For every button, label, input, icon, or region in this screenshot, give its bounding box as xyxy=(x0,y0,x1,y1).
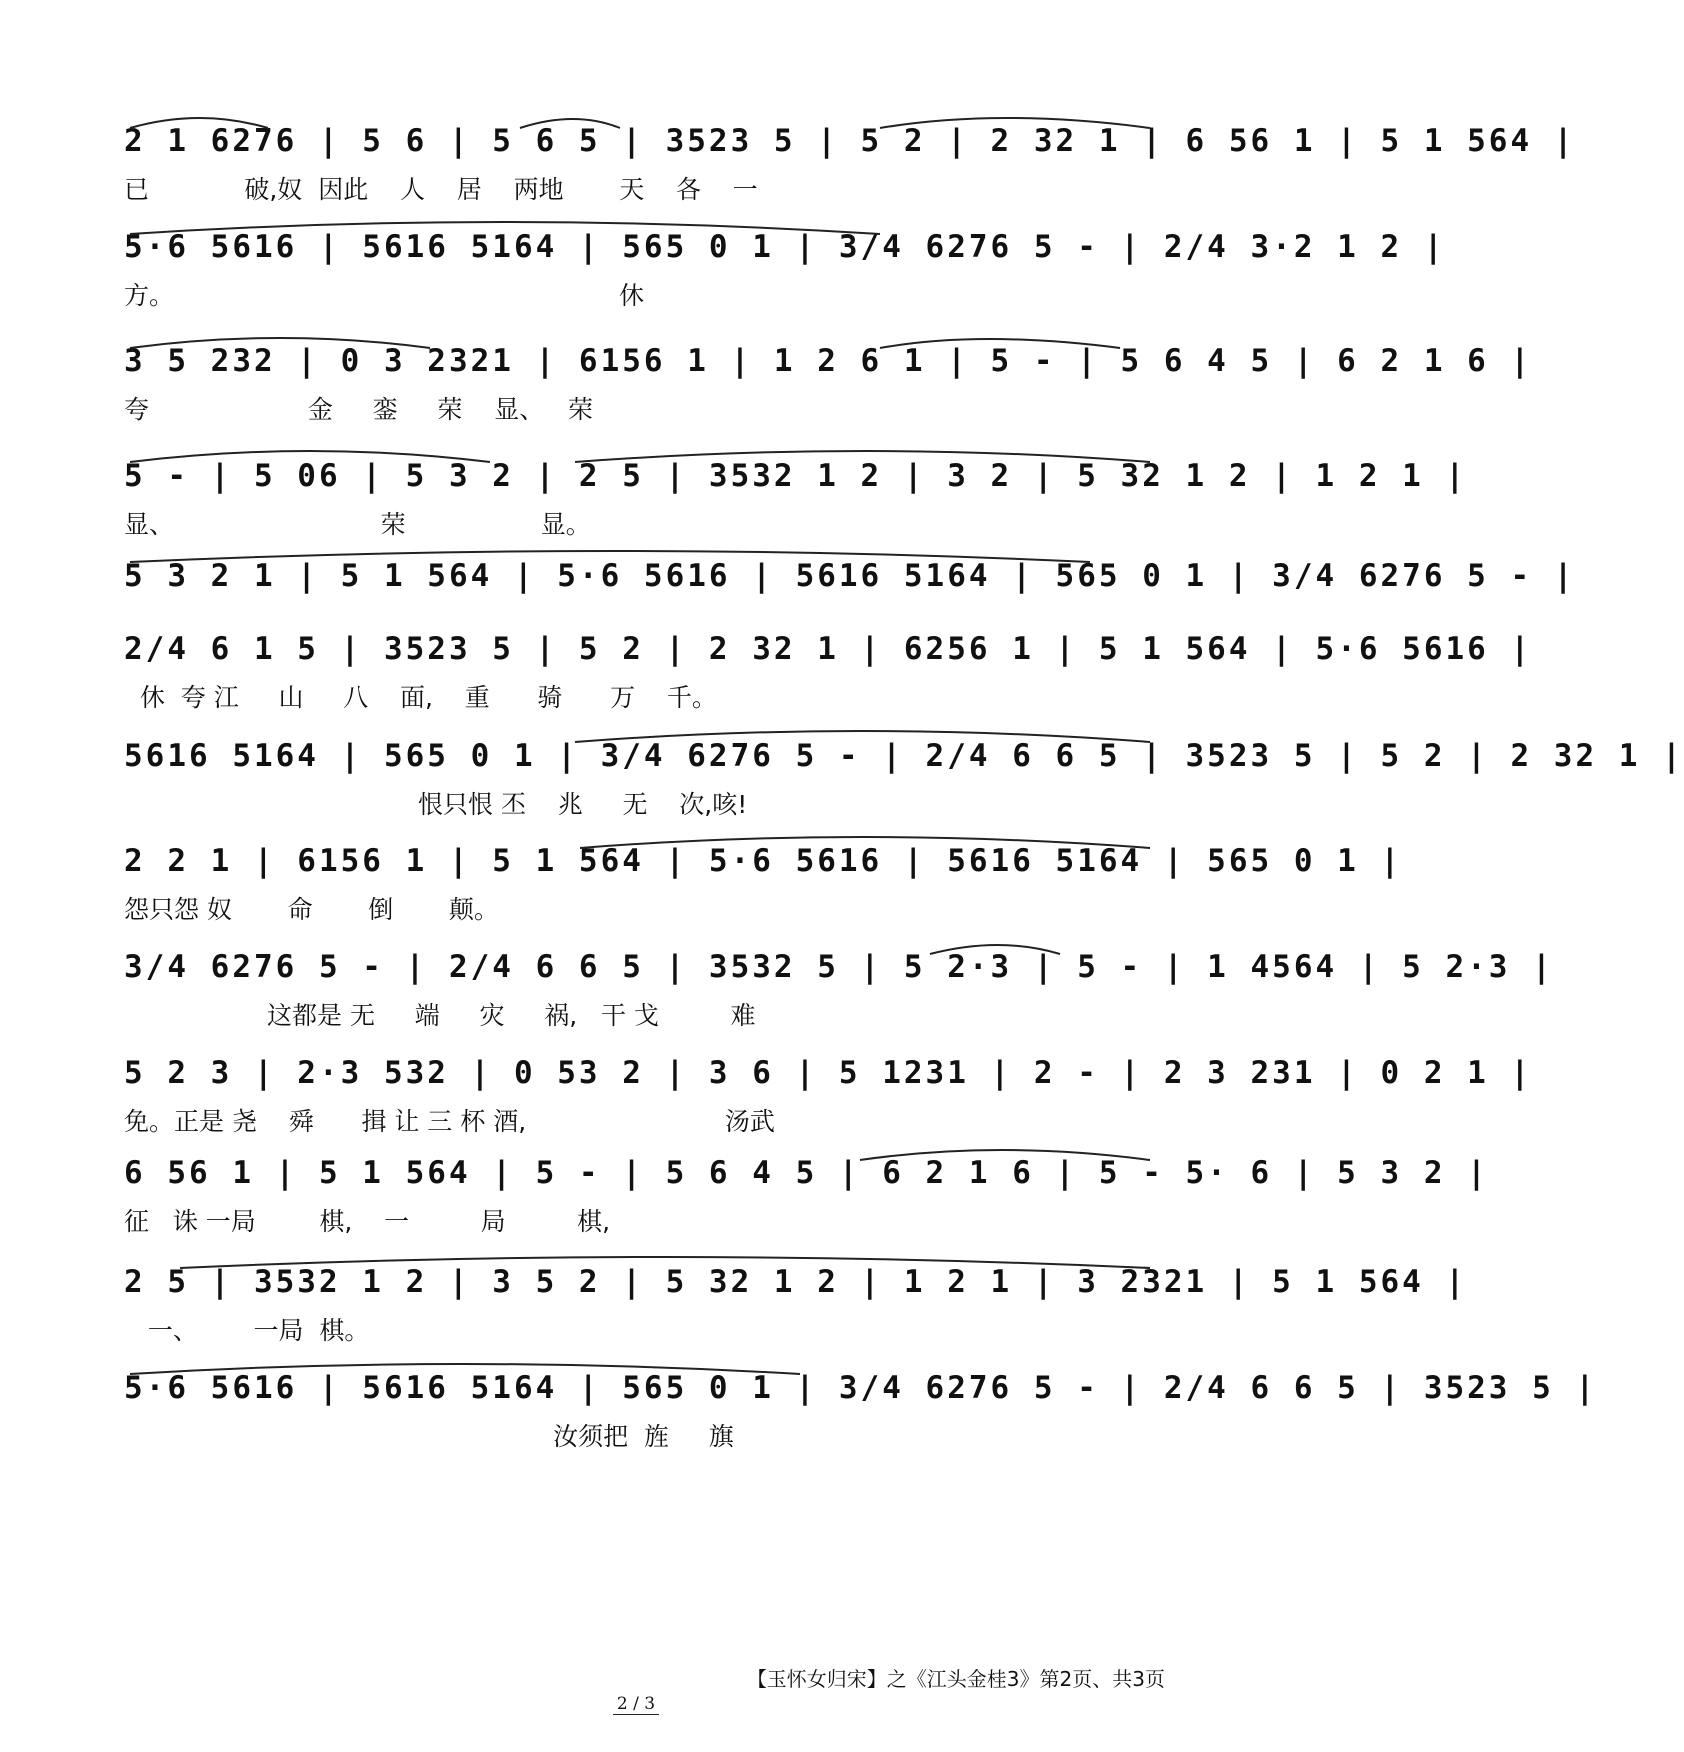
lyrics-row: 怨只怨 奴 命 倒 颠。 xyxy=(124,895,499,924)
notation-row: 2 2 1 | 6156 1 | 5 1 564 | 5·6 5616 | 5616 5164 | 565 0 1 | xyxy=(124,843,1403,879)
notation-row: 5 - | 5 06 | 5 3 2 | 2 5 | 3532 1 2 | 3 2 | 5 32 1 2 | 1 2 1 | xyxy=(124,458,1468,494)
lyrics-row: 夸 金 銮 荣 显、 荣 xyxy=(124,395,594,424)
notation-row: 6 56 1 | 5 1 564 | 5 - | 5 6 4 5 | 6 2 1 6 | 5 - 5· 6 | 5 3 2 | xyxy=(124,1155,1489,1191)
lyrics-row: 汝须把 旌 旗 xyxy=(124,1422,734,1451)
page-number-text: 2 / 3 xyxy=(613,1694,659,1715)
notation-row: 5 2 3 | 2·3 532 | 0 53 2 | 3 6 | 5 1231 | 2 - | 2 3 231 | 0 2 1 | xyxy=(124,1055,1533,1091)
notation-row: 2 5 | 3532 1 2 | 3 5 2 | 5 32 1 2 | 1 2 1 | 3 2321 | 5 1 564 | xyxy=(124,1264,1468,1300)
lyrics-row: 恨只恨 丕 兆 无 次,咳! xyxy=(124,790,748,819)
page-number xyxy=(0,1694,1272,1714)
notation-row: 5·6 5616 | 5616 5164 | 565 0 1 | 3/4 6276 5 - | 2/4 6 6 5 | 3523 5 | xyxy=(124,1370,1598,1406)
notation-row: 2 1 6276 | 5 6 | 5 6 5 | 3523 5 | 5 2 | 2 32 1 | 6 56 1 | 5 1 564 | xyxy=(124,123,1576,159)
notation-row: 5616 5164 | 565 0 1 | 3/4 6276 5 - | 2/4 6 6 5 | 3523 5 | 5 2 | 2 32 1 | xyxy=(124,738,1684,774)
lyrics-row: 休 夸 江 山 八 面, 重 骑 万 千。 xyxy=(124,683,717,712)
notation-row: 3 5 232 | 0 3 2321 | 6156 1 | 1 2 6 1 | 5 - | 5 6 4 5 | 6 2 1 6 | xyxy=(124,343,1533,379)
lyrics-row: 征 诛 一局 棋, 一 局 棋, xyxy=(124,1207,611,1236)
notation-row: 3/4 6276 5 - | 2/4 6 6 5 | 3532 5 | 5 2·3 | 5 - | 1 4564 | 5 2·3 | xyxy=(124,949,1554,985)
notation-row: 5·6 5616 | 5616 5164 | 565 0 1 | 3/4 6276 5 - | 2/4 3·2 1 2 | xyxy=(124,229,1446,265)
lyrics-row: 已 破,奴 因此 人 居 两地 天 各 一 xyxy=(124,175,758,204)
lyrics-row: 一、 一局 棋。 xyxy=(124,1316,370,1345)
page-footer: 【玉怀女归宋】之《江头金桂3》第2页、共3页 xyxy=(746,1667,1165,1691)
lyrics-row: 免。正是 尧 舜 揖 让 三 杯 酒, 汤武 xyxy=(124,1107,775,1136)
notation-row: 5 3 2 1 | 5 1 564 | 5·6 5616 | 5616 5164 | 565 0 1 | 3/4 6276 5 - | xyxy=(124,558,1576,594)
notation-row: 2/4 6 1 5 | 3523 5 | 5 2 | 2 32 1 | 6256 1 | 5 1 564 | 5·6 5616 | xyxy=(124,631,1533,667)
lyrics-row: 显、 荣 显。 xyxy=(124,510,591,539)
lyrics-row: 方。 休 xyxy=(124,281,645,310)
lyrics-row: 这都是 无 端 灾 祸, 干 戈 难 xyxy=(124,1001,756,1030)
